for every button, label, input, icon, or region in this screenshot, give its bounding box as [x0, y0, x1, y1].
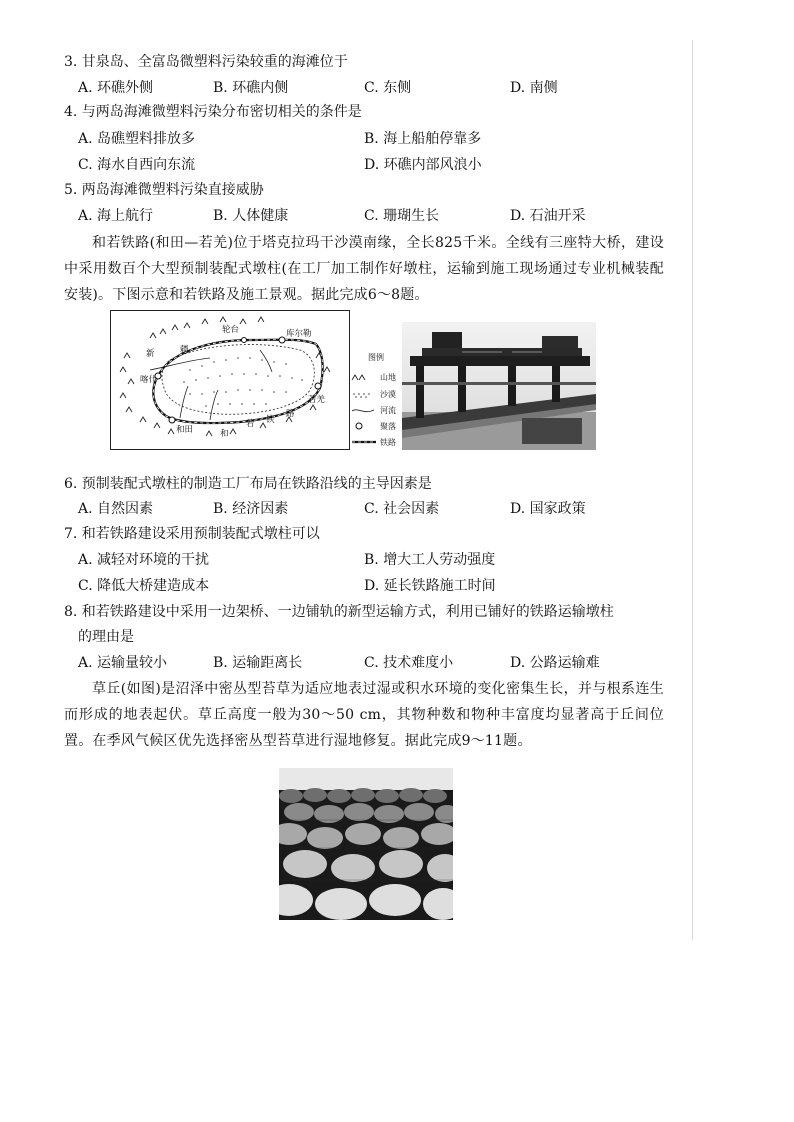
q8-option-d: D. 公路运输难	[510, 655, 600, 671]
q6-option-b: B. 经济因素	[213, 501, 289, 517]
q4-options-row2	[78, 155, 638, 175]
q5-option-c: C. 珊瑚生长	[364, 208, 440, 224]
tussock-image	[279, 768, 453, 920]
map-label-xin: 新	[146, 349, 155, 359]
construction-photo	[402, 322, 596, 450]
q5-option-a: A. 海上航行	[78, 208, 154, 224]
legend-settlement-icon	[356, 423, 362, 429]
q7-option-d: D. 延长铁路施工时间	[364, 578, 496, 594]
tussock-photo	[279, 768, 453, 920]
map-label-he: 和	[220, 429, 229, 439]
q8-stem-line1: 8. 和若铁路建设中采用一边架桥、一边铺轨的新型运输方式，利用已铺好的铁路运输墩柱	[64, 604, 614, 620]
q5-stem: 5. 两岛海滩微塑料污染直接威胁	[64, 182, 264, 198]
q7-option-b: B. 增大工人劳动强度	[364, 552, 496, 568]
railway-map-figure	[110, 310, 350, 450]
q4-option-d: D. 环礁内部风浪小	[364, 157, 482, 173]
q7-options-row2	[78, 576, 638, 596]
q8-option-b: B. 运输距离长	[213, 655, 303, 671]
legend-river: 河流	[380, 406, 396, 415]
q3-option-d: D. 南侧	[510, 80, 558, 96]
map-label-korla: 库尔勒	[286, 329, 312, 339]
railway-map	[110, 310, 350, 450]
q8-stem-line2: 的理由是	[78, 629, 134, 645]
map-label-lu: 路	[286, 409, 295, 419]
q7-option-c: C. 降低大桥建造成本	[78, 578, 210, 594]
legend-mountain: 山地	[380, 373, 396, 382]
q5-options	[78, 206, 638, 226]
legend-desert-icon	[353, 393, 370, 398]
q3-option-a: A. 环礁外侧	[78, 80, 154, 96]
map-legend	[350, 350, 402, 450]
legend-settlement: 聚落	[380, 422, 396, 431]
q4-options-row1	[78, 129, 638, 149]
q4-stem: 4. 与两岛海滩微塑料污染分布密切相关的条件是	[64, 104, 362, 120]
map-label-luntai: 轮台	[222, 325, 240, 335]
map-label-tie: 铁	[266, 415, 275, 425]
legend-title: 图例	[368, 353, 384, 362]
q6-option-c: C. 社会因素	[364, 501, 440, 517]
q7-stem: 7. 和若铁路建设采用预制装配式墩柱可以	[64, 526, 320, 542]
q3-options	[78, 78, 638, 98]
q8-option-a: A. 运输量较小	[78, 655, 168, 671]
construction-scene-image	[402, 322, 596, 450]
q4-option-a: A. 岛礁塑料排放多	[78, 131, 196, 147]
legend-mountain-icon	[352, 375, 365, 380]
map-label-kashgar: 喀什	[140, 375, 158, 385]
q6-option-a: A. 自然因素	[78, 501, 154, 517]
q5-option-d: D. 石油开采	[510, 208, 586, 224]
legend-river-icon	[352, 410, 374, 412]
legend-desert: 沙漠	[380, 390, 396, 399]
legend-railway: 铁路	[380, 438, 396, 447]
q3-option-c: C. 东侧	[364, 80, 412, 96]
map-label-ruoqiang: 若羌	[308, 395, 326, 405]
map-label-hotan: 和田	[176, 425, 194, 435]
map-label-ruo: 若	[246, 419, 255, 429]
q5-option-b: B. 人体健康	[213, 208, 289, 224]
q8-option-c: C. 技术难度小	[364, 655, 454, 671]
q7-options-row1	[78, 550, 638, 570]
page-margin-line	[692, 40, 693, 940]
passage-tussock: 草丘(如图)是沼泽中密丛型苔草为适应地表过湿或积水环境的变化密集生长，并与根系连生而形成的地表起伏。草丘高度一般为30～50 cm，其物种数和物种丰富度均显著高于丘间位置。在季风气候区优先选择密丛型苔草进行湿地修复。据此完成9～11题。	[64, 681, 664, 749]
q4-option-c: C. 海水自西向东流	[78, 157, 196, 173]
q7-option-a: A. 减轻对环境的干扰	[78, 552, 210, 568]
q6-option-d: D. 国家政策	[510, 501, 586, 517]
q6-stem: 6. 预制装配式墩柱的制造工厂布局在铁路沿线的主导因素是	[64, 476, 432, 492]
q6-options	[78, 499, 638, 519]
q3-stem: 3. 甘泉岛、全富岛微塑料污染较重的海滩位于	[64, 54, 348, 70]
q3-option-b: B. 环礁内侧	[213, 80, 289, 96]
passage-hotan-ruoqiang-railway: 和若铁路(和田—若羌)位于塔克拉玛干沙漠南缘，全长825千米。全线有三座特大桥，建设中采用数百个大型预制装配式墩柱(在工厂加工制作好墩柱，运输到施工现场通过专业机械装配安装)。下图示意和若铁路及施工景观。据此完成6～8题。	[64, 235, 664, 303]
map-label-jiang: 疆	[180, 345, 189, 355]
q4-option-b: B. 海上船舶停靠多	[364, 131, 482, 147]
q8-options	[78, 653, 638, 673]
